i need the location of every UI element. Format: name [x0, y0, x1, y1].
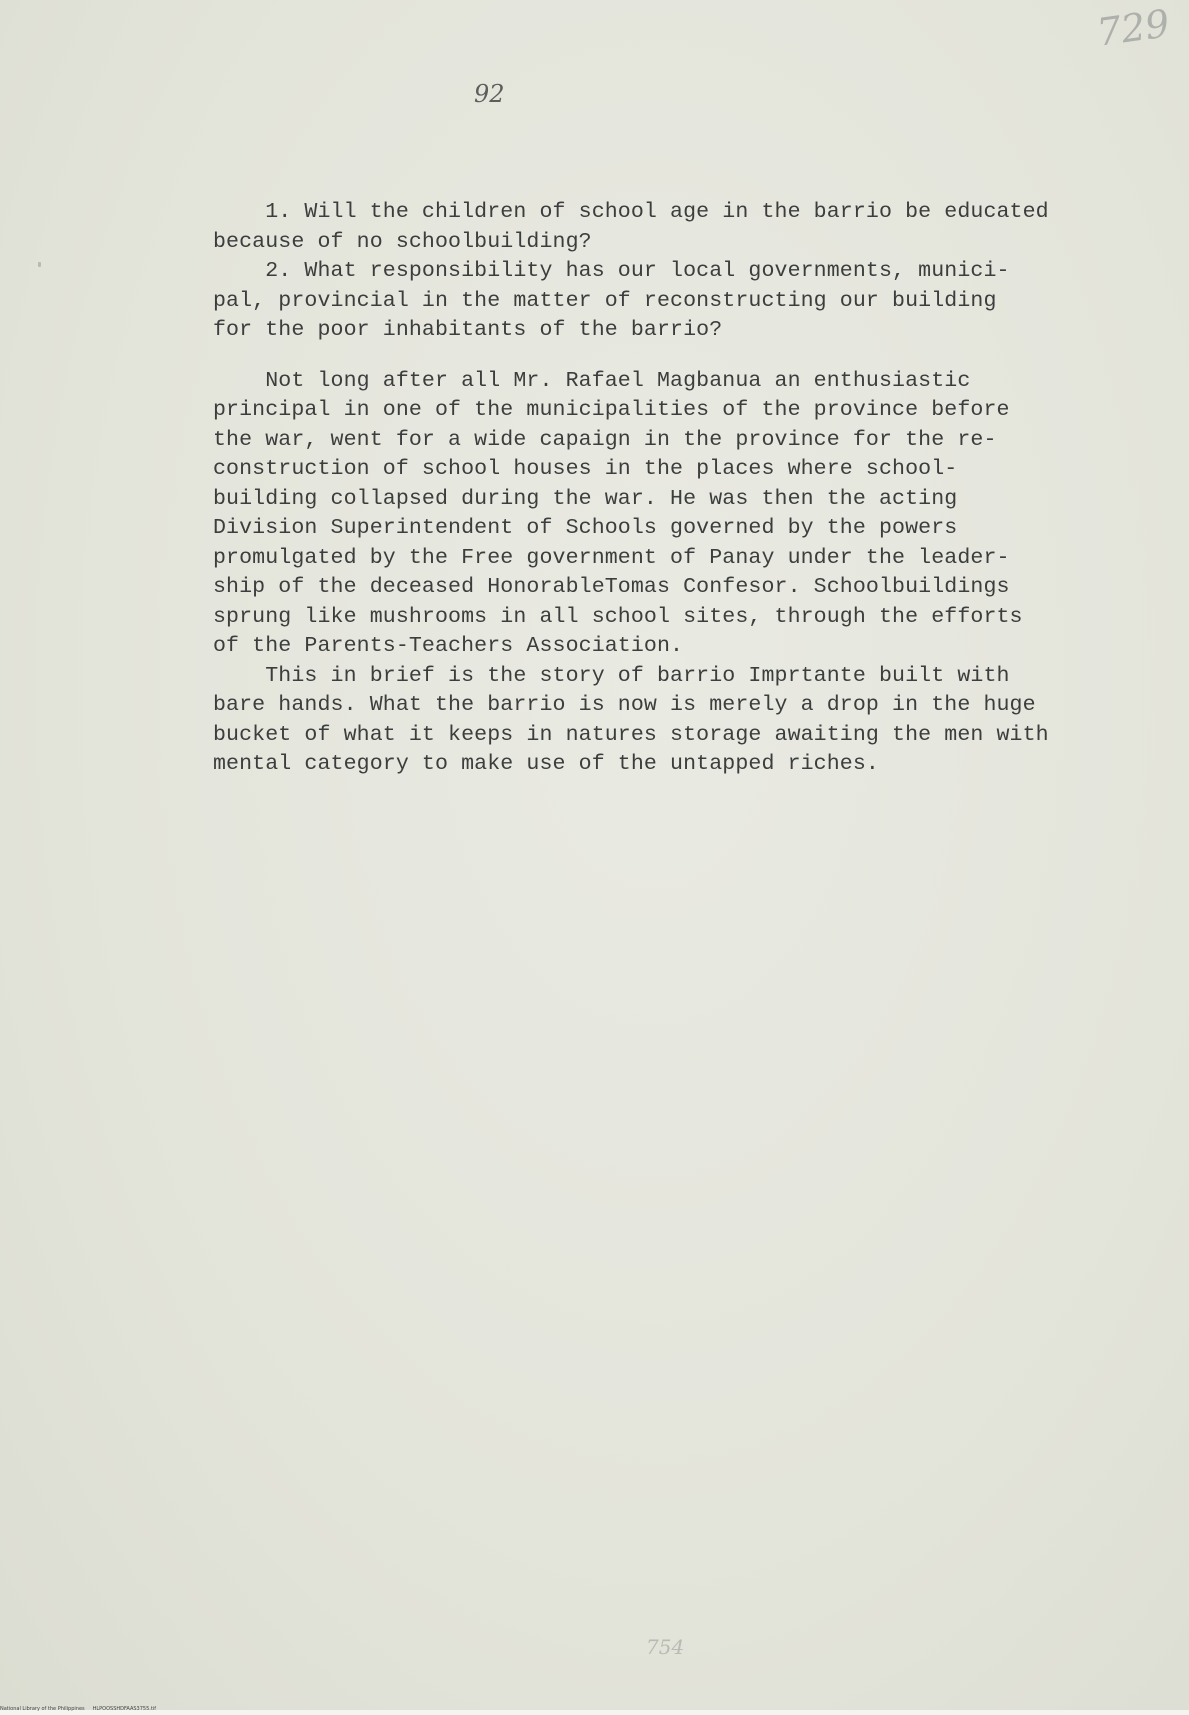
- text-line: Division Superintendent of Schools governed by the powers: [213, 516, 958, 540]
- text-line: principal in one of the municipalities of the province before: [213, 398, 1010, 422]
- text-line: 2. What responsibility has our local governments, munici-: [213, 259, 1010, 283]
- text-line: ship of the deceased HonorableTomas Confesor. Schoolbuildings: [213, 575, 1010, 599]
- footer-strip: [0, 1710, 1189, 1715]
- stray-ink-mark: [38, 262, 41, 267]
- page-number: 92: [474, 80, 505, 108]
- archive-footer: National Library of the Philippines HLPOOSSHDFAAS3755.tif: [0, 1706, 156, 1712]
- text-line: sprung like mushrooms in all school sites, through the efforts: [213, 604, 1023, 629]
- text-line: mental category to make use of the untapped riches.: [213, 752, 879, 776]
- text-line: construction of school houses in the places where school-: [213, 457, 958, 481]
- paragraph-reconstruction: [213, 367, 1133, 662]
- text-line: This in brief is the story of barrio Imprtante built with: [213, 663, 1010, 688]
- question-2: [213, 257, 1133, 346]
- text-line: building collapsed during the war. He was then the acting: [213, 486, 958, 511]
- faint-stamp-number: 754: [646, 1635, 685, 1659]
- text-line: promulgated by the Free government of Panay under the leader-: [213, 545, 1010, 570]
- question-1: [213, 198, 1133, 257]
- body-text: [213, 198, 1133, 780]
- text-line: Not long after all Mr. Rafael Magbanua an enthusiastic: [213, 368, 971, 393]
- paragraph-summary: [213, 662, 1133, 780]
- text-line: for the poor inhabitants of the barrio?: [213, 318, 723, 342]
- text-line: bucket of what it keeps in natures storage awaiting the men with: [213, 722, 1049, 747]
- text-line: the war, went for a wide capaign in the province for the re-: [213, 427, 997, 452]
- text-line: of the Parents-Teachers Association.: [213, 634, 684, 658]
- text-line: bare hands. What the barrio is now is merely a drop in the huge: [213, 693, 1036, 717]
- text-line: pal, provincial in the matter of reconstructing our building: [213, 288, 997, 313]
- handwritten-page-number: 729: [1094, 1, 1173, 55]
- text-line: because of no schoolbuilding?: [213, 229, 592, 254]
- text-line: 1. Will the children of school age in the barrio be educated: [213, 200, 1049, 224]
